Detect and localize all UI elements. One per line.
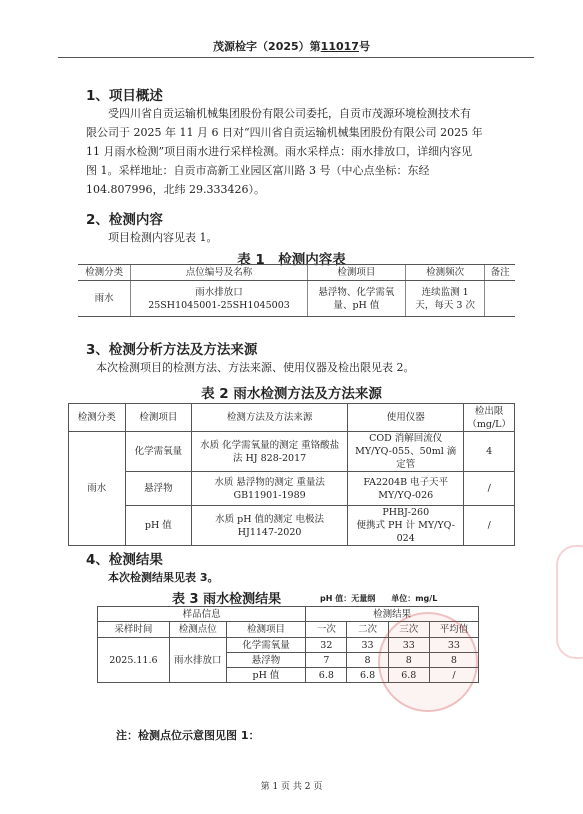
table3-date: 2025.11.6 <box>98 638 170 683</box>
table2-instrument-line: PHBJ-260 <box>382 507 430 518</box>
table2-row <box>69 432 515 472</box>
table3-avg: 33 <box>429 638 478 653</box>
edge-seal-stamp <box>556 545 583 659</box>
section4-title: 4、检测结果 <box>86 552 163 568</box>
section1-line-3: 11 月雨水检测”项目雨水进行采样检测。雨水采样点：雨水排放口，详细内容见 <box>86 145 473 158</box>
table2-header: 检测项目 <box>125 404 192 432</box>
table2-header-limit-unit: （mg/L） <box>467 418 511 430</box>
table2-method-line: HJ1147-2020 <box>237 526 302 538</box>
table3-header: 三次 <box>388 622 429 638</box>
table2-header-limit-label: 检出限 <box>474 405 504 417</box>
report-number-prefix: 茂源检字（2025）第 <box>213 40 321 53</box>
table3-item: pH 值 <box>226 668 306 683</box>
seal-stamp <box>378 612 478 712</box>
table1-row <box>78 281 515 317</box>
section1-line-5: 104.807996，北纬 29.333426）。 <box>86 183 265 196</box>
table2-method <box>192 432 348 472</box>
table2-limit: / <box>464 506 515 546</box>
page-footer: 第 1 页 共 2 页 <box>260 782 323 792</box>
table2-instrument <box>348 506 464 546</box>
table3-title: 表 3 雨水检测结果 <box>172 592 282 607</box>
table3-value: 6.8 <box>388 668 429 683</box>
table3-value: 6.8 <box>347 668 388 683</box>
table2-method-line: 水质 化学需氧量的测定 重铬酸盐 <box>200 439 340 451</box>
table2-row <box>69 472 515 506</box>
table1-title: 表 1 检测内容表 <box>237 252 346 268</box>
table2-instrument <box>348 432 464 472</box>
report-number-suffix: 号 <box>358 40 370 53</box>
table2-row <box>69 506 515 546</box>
report-number <box>0 38 583 54</box>
table2-title: 表 2 雨水检测方法及方法来源 <box>201 386 382 402</box>
table3-header: 一次 <box>306 622 347 638</box>
table2 <box>68 403 515 546</box>
header-divider <box>58 57 534 58</box>
table2-instrument <box>348 472 464 506</box>
table2-item: pH 值 <box>125 506 192 546</box>
table1-point-code: 25SH1045001-25SH1045003 <box>148 299 290 311</box>
table2-instrument-line: 便携式 PH 计 MY/YQ-024 <box>356 520 455 544</box>
table2-header: 使用仪器 <box>348 404 464 432</box>
report-number-value: 11017 <box>320 40 359 53</box>
table3-item: 化学需氧量 <box>226 638 306 653</box>
table3-value: 33 <box>347 638 388 653</box>
section1-line-2: 限公司于 2025 年 11 月 6 日对“四川省自贡运输机械集团股份有限公司 2025 年 <box>86 126 483 139</box>
table3-header: 平均值 <box>429 622 478 638</box>
table2-instrument-line: MY/YQ-026 <box>378 489 434 501</box>
table2-header-row <box>69 404 515 432</box>
table2-method-line: GB11901-1989 <box>233 489 306 501</box>
table2-instrument-line: COD 消解回流仪 <box>369 433 443 444</box>
table2-method-line: 法 HJ 828-2017 <box>233 452 307 464</box>
table3-group-sample: 样品信息 <box>98 607 306 622</box>
table2-item: 悬浮物 <box>125 472 192 506</box>
table1 <box>78 264 515 317</box>
table3-point: 雨水排放口 <box>169 638 226 683</box>
table1-header: 检测项目 <box>307 265 406 281</box>
section1-line-1: 受四川省自贡运输机械集团股份有限公司委托，自贡市茂源环境检测技术有 <box>108 107 471 120</box>
table1-point-name: 雨水排放口 <box>195 286 243 298</box>
table3-units: pH 值：无量纲 单位：mg/L <box>320 594 438 603</box>
table3-item: 悬浮物 <box>226 653 306 668</box>
table3-value: 32 <box>306 638 347 653</box>
table2-item: 化学需氧量 <box>125 432 192 472</box>
table3-header: 采样时间 <box>98 622 170 638</box>
table1-point <box>131 281 307 317</box>
table3-avg: / <box>429 668 478 683</box>
table1-frequency <box>406 281 485 317</box>
section1-title: 1、项目概述 <box>86 88 163 104</box>
table2-method <box>192 506 348 546</box>
table2-method-line: 水质 pH 值的测定 电极法 <box>215 513 325 525</box>
table2-method-line: 水质 悬浮物的测定 重量法 <box>214 476 325 488</box>
table3-value: 8 <box>388 653 429 668</box>
table1-note <box>485 281 515 317</box>
table2-header-limit <box>464 404 515 432</box>
table1-items-line: 悬浮物、化学需氧 <box>318 286 395 298</box>
section1-line-4: 图 1。采样地址：自贡市高新工业园区富川路 3 号（中心点坐标：东经 <box>86 164 430 177</box>
table3-avg: 8 <box>429 653 478 668</box>
table3-value: 33 <box>388 638 429 653</box>
section2-text: 项目检测内容见表 1。 <box>108 231 218 244</box>
table2-category: 雨水 <box>69 432 126 546</box>
table3-value: 6.8 <box>306 668 347 683</box>
table3-group-result: 检测结果 <box>306 607 479 622</box>
table1-freq-line: 连续监测 1 <box>421 286 469 298</box>
table3-header: 二次 <box>347 622 388 638</box>
table1-header-row <box>78 265 515 281</box>
section3-text: 本次检测项目的检测方法、方法来源、使用仪器及检出限见表 2。 <box>96 361 415 374</box>
table2-instrument-line: MY/YQ-055、50ml 滴定管 <box>355 446 457 470</box>
table3-value: 7 <box>306 653 347 668</box>
section2-title: 2、检测内容 <box>86 212 163 228</box>
table1-header: 检测频次 <box>406 265 485 281</box>
table3-header: 检测点位 <box>169 622 226 638</box>
section3-title: 3、检测分析方法及方法来源 <box>86 342 258 358</box>
table2-header: 检测方法及方法来源 <box>192 404 348 432</box>
table3-header: 检测项目 <box>226 622 306 638</box>
table2-instrument-line: FA2204B 电子天平 <box>363 476 449 488</box>
table1-header: 点位编号及名称 <box>131 265 307 281</box>
table1-header: 备注 <box>485 265 515 281</box>
table2-method <box>192 472 348 506</box>
section4-note: 注：检测点位示意图见图 1： <box>116 729 260 742</box>
section4-text: 本次检测结果见表 3。 <box>108 571 219 584</box>
table2-header: 检测分类 <box>69 404 126 432</box>
table3-value: 8 <box>347 653 388 668</box>
table2-limit: / <box>464 472 515 506</box>
table1-items <box>307 281 406 317</box>
table1-items-line: 量、pH 值 <box>333 299 380 311</box>
table1-category: 雨水 <box>78 281 131 317</box>
table1-header: 检测分类 <box>78 265 131 281</box>
table1-freq-line: 天，每天 3 次 <box>415 299 475 311</box>
table2-limit: 4 <box>464 432 515 472</box>
